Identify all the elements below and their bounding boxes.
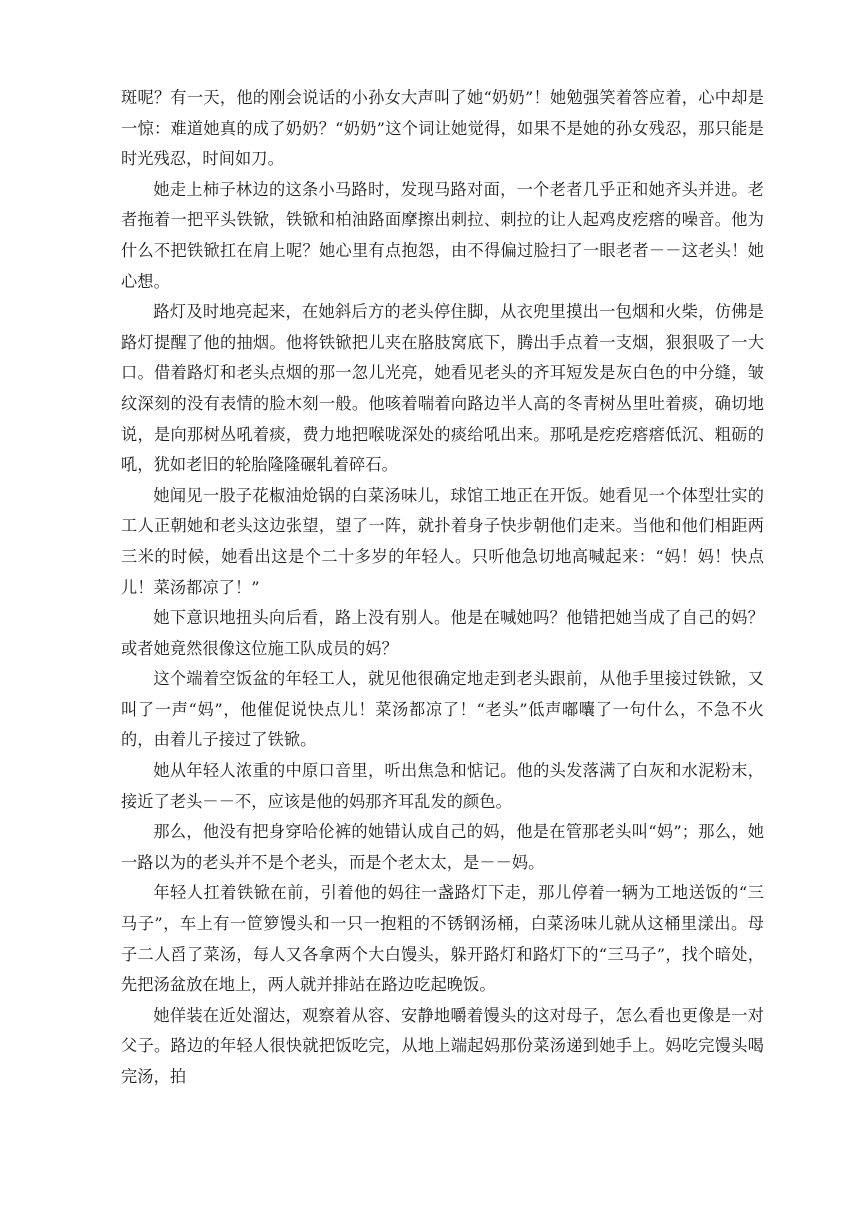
paragraph-2: 她走上柿子林边的这条小马路时，发现马路对面，一个老者几乎正和她齐头并进。老者拖着一把平头铁锨，铁锨和柏油路面摩擦出刺拉、刺拉的让人起鸡皮疙瘩的噪音。他为什么不把铁锨扛在肩上呢？她心里有点抱怨，由不得偏过脸扫了一眼老者－－这老头！她心想。 — [121, 179, 764, 291]
paragraph-1: 斑呢？有一天，他的刚会说话的小孙女大声叫了她“奶奶”！她勉强笑着答应着，心中却是一惊：难道她真的成了奶奶？“奶奶”这个词让她觉得，如果不是她的孙女残忍，那只能是时光残忍，时间如刀。 — [121, 88, 764, 169]
paragraph-5: 她下意识地扭头向后看，路上没有别人。他是在喊她吗？他错把她当成了自己的妈？或者她竟然很像这位施工队成员的妈？ — [121, 608, 764, 658]
paragraph-3: 路灯及时地亮起来，在她斜后方的老头停住脚，从衣兜里摸出一包烟和火柴，仿佛是路灯提醒了他的抽烟。他将铁锨把儿夹在胳肢窝底下，腾出手点着一支烟，狠狠吸了一大口。借着路灯和老头点烟的那一忽儿光亮，她看见老头的齐耳短发是灰白色的中分缝，皱纹深刻的没有表情的脸木刻一般。他咳着喘着向路边半人高的冬青树丛里吐着痰，确切地说，是向那树丛吼着痰，费力地把喉咙深处的痰给吼出来。那吼是疙疙瘩瘩低沉、粗砺的吼，犹如老旧的轮胎隆隆碾轧着碎石。 — [121, 302, 764, 475]
paragraph-9: 年轻人扛着铁锨在前，引着他的妈往一盏路灯下走，那儿停着一辆为工地送饭的“三马子”，车上有一笸箩馒头和一只一抱粗的不锈钢汤桶，白菜汤味儿就从这桶里漾出。母子二人舀了菜汤，每人又各拿两个大白馒头，躲开路灯和路灯下的“三马子”，找个暗处，先把汤盆放在地上，两人就并排站在路边吃起晚饭。 — [121, 883, 764, 995]
paragraph-7: 她从年轻人浓重的中原口音里，听出焦急和惦记。他的头发落满了白灰和水泥粉末，接近了老头－－不，应该是他的妈那齐耳乱发的颜色。 — [121, 761, 764, 811]
paragraph-8: 那么，他没有把身穿哈伦裤的她错认成自己的妈，他是在管那老头叫“妈”；那么，她一路以为的老头并不是个老头，而是个老太太，是－－妈。 — [121, 822, 764, 872]
paragraph-4: 她闻见一股子花椒油炝锅的白菜汤味儿，球馆工地正在开饭。她看见一个体型壮实的工人正朝她和老头这边张望，望了一阵，就扑着身子快步朝他们走来。当他和他们相距两三米的时候，她看出这是个二十多岁的年轻人。只听他急切地高喊起来：“妈！妈！快点儿！菜汤都凉了！” — [121, 485, 764, 597]
paragraph-10: 她佯装在近处溜达，观察着从容、安静地嚼着馒头的这对母子，怎么看也更像是一对父子。路边的年轻人很快就把饭吃完，从地上端起妈那份菜汤递到她手上。妈吃完馒头喝完汤，拍 — [121, 1005, 764, 1086]
paragraph-6: 这个端着空饭盆的年轻工人，就见他很确定地走到老头跟前，从他手里接过铁锨，又叫了一声“妈”，他催促说快点儿！菜汤都凉了！“老头”低声嘟囔了一句什么，不急不火的，由着儿子接过了铁锨。 — [121, 669, 764, 750]
